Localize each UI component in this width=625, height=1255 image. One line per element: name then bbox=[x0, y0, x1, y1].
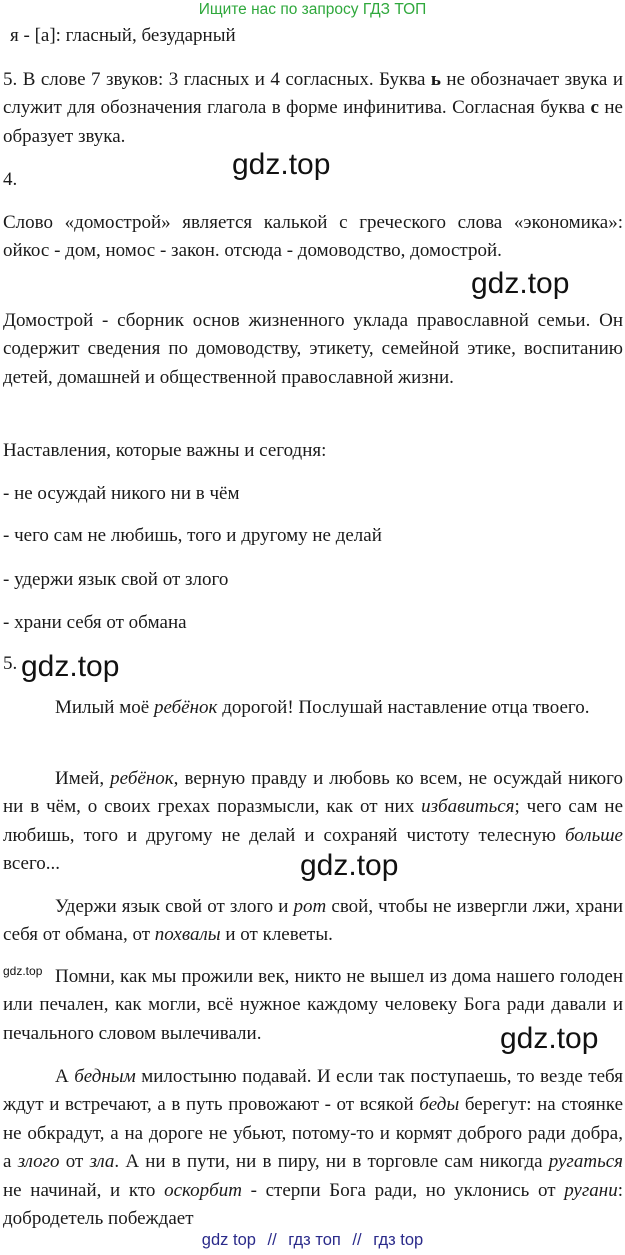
text-span: милостыню подавай. И если так поступаешь, то везде тебя ждут и встречают, а в путь провожают - от всякой bbox=[3, 1066, 623, 1116]
footer-link[interactable]: гдз топ bbox=[288, 1231, 341, 1249]
watermark: gdz.top bbox=[300, 849, 399, 882]
italic-word: похвалы bbox=[154, 924, 221, 946]
italic-word: бедным bbox=[74, 1066, 136, 1087]
footer-separator: // bbox=[352, 1231, 362, 1249]
watermark-small: gdz.top bbox=[3, 964, 43, 978]
text-span: ; чего сам не любишь, того и другому не делай и сохраняй чистоту телесную bbox=[3, 796, 624, 846]
vowel-line: я - [а]: гласный, безударный bbox=[10, 25, 236, 46]
footer-links bbox=[0, 1229, 625, 1251]
search-banner[interactable]: Ищите нас по запросу ГДЗ ТОП bbox=[198, 1, 427, 18]
word-origin-paragraph: Слово «домострой» является калькой с греческого слова «экономика»: ойкос - дом, номос - закон. отсюда - домоводство, домострой. bbox=[3, 212, 623, 262]
italic-word: ругаться bbox=[548, 1151, 623, 1173]
footer-link[interactable]: гдз top bbox=[373, 1231, 424, 1249]
item-5-text-3: не образует звука. bbox=[3, 97, 623, 147]
instruction-item: - не осуждай никого ни в чём bbox=[3, 483, 240, 504]
text-span: . А ни в пути, ни в пиру, ни в торговле сам никогда bbox=[114, 1151, 549, 1173]
text-paragraph-4: Помни, как мы прожили век, никто не вышел из дома нашего голоден или печален, как могли, всё нужное каждому человеку Бога ради давали и печального словом вылечивали. bbox=[3, 966, 623, 1044]
text-span: : добродетель побеждает bbox=[3, 1179, 623, 1230]
instructions-heading: Наставления, которые важны и сегодня: bbox=[3, 440, 327, 461]
text-span: берегут: на стоянке не обкрадут, а на дороге не убьют, потому-то и кормят доброго ради добра, а bbox=[3, 1094, 624, 1173]
text-span: и от клеветы. bbox=[220, 924, 333, 946]
text-paragraph-5 bbox=[3, 1063, 623, 1233]
letter-s: с bbox=[590, 97, 599, 119]
italic-word: зла bbox=[89, 1151, 115, 1173]
item-5-text-1: 5. В слове 7 звуков: 3 гласных и 4 согласных. Буква bbox=[3, 69, 431, 90]
watermark: gdz.top bbox=[471, 267, 570, 300]
text-span: Удержи язык свой от злого и bbox=[55, 896, 294, 917]
italic-word: беды bbox=[419, 1094, 460, 1116]
text-span: свой, чтобы не извергли лжи, храни себя от обмана, от bbox=[3, 896, 623, 946]
footer-link[interactable]: gdz top bbox=[201, 1231, 256, 1249]
instruction-item: - храни себя от обмана bbox=[3, 612, 187, 633]
item-5-number: 5. bbox=[3, 653, 18, 674]
italic-word: ругани bbox=[564, 1179, 618, 1201]
italic-word: больше bbox=[564, 824, 623, 846]
italic-word: оскорбит bbox=[164, 1179, 242, 1201]
italic-word: рот bbox=[293, 896, 327, 917]
italic-word: злого bbox=[17, 1151, 60, 1173]
watermark: gdz.top bbox=[21, 650, 120, 683]
italic-word: ребёнок bbox=[153, 697, 218, 718]
item-4-number: 4. bbox=[3, 169, 18, 190]
watermark: gdz.top bbox=[500, 1022, 599, 1055]
text-paragraph-1 bbox=[3, 694, 623, 722]
italic-word: ребёнок bbox=[110, 768, 174, 789]
item-5-paragraph bbox=[3, 66, 623, 151]
domostroy-paragraph: Домострой - сборник основ жизненного уклада православной семьи. Он содержит сведения по домоводству, этикету, семейной этике, воспитанию детей, домашней и общественной православной жизни. bbox=[3, 310, 623, 388]
text-span: от bbox=[59, 1151, 90, 1173]
text-span: не начинай, и кто bbox=[3, 1179, 165, 1201]
text-span: А bbox=[55, 1066, 75, 1087]
italic-word: избавиться bbox=[421, 796, 515, 818]
soft-sign-letter: ь bbox=[430, 69, 441, 90]
watermark: gdz.top bbox=[232, 148, 331, 181]
text-span: Имей, bbox=[55, 768, 111, 789]
instruction-item: - удержи язык свой от злого bbox=[3, 569, 229, 590]
text-paragraph-3 bbox=[3, 893, 623, 950]
text-span: дорогой! Послушай наставление отца твоего. bbox=[217, 697, 590, 718]
item-5-text-2: не обозначает звука и служит для обозначения глагола в форме инфинитива. Согласная буква bbox=[3, 69, 623, 119]
text-span: , верную правду и любовь ко всем, не осуждай никого ни в чём, о своих грехах поразмысли, как от них bbox=[3, 768, 623, 818]
instruction-item: - чего сам не любишь, того и другому не делай bbox=[3, 525, 382, 546]
text-span: - стерпи Бога ради, но уклонись от bbox=[241, 1179, 565, 1201]
footer-separator: // bbox=[267, 1231, 277, 1249]
text-span: Милый моё bbox=[55, 697, 154, 718]
text-span: всего... bbox=[3, 853, 61, 875]
